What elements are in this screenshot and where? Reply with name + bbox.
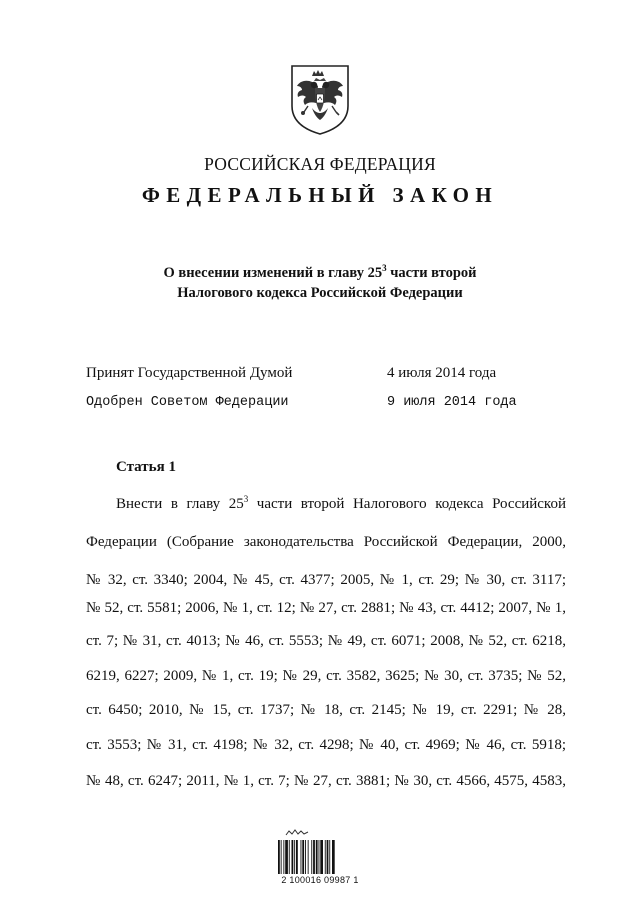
duma-adoption-label: Принят Государственной Думой: [86, 365, 293, 381]
article-text-line: ст. 3553; № 31, ст. 4198; № 32, ст. 4298; № 40, ст. 4969; № 46, ст. 5918;: [86, 737, 566, 753]
subject-superscript: 3: [382, 263, 387, 273]
barcode-icon: [278, 840, 362, 874]
article-text-line: 6219, 6227; 2009, № 1, ст. 19; № 29, ст. 3582, 3625; № 30, ст. 3735; № 52,: [86, 668, 566, 684]
law-subject-line-1: [0, 265, 640, 282]
stamp-mark-icon: [285, 829, 309, 836]
article-superscript: 3: [243, 494, 249, 504]
article-text-line: № 48, ст. 6247; 2011, № 1, ст. 7; № 27, ст. 3881; № 30, ст. 4566, 4575, 4583,: [86, 773, 566, 789]
article-text: Внести в главу 25: [116, 496, 244, 512]
subject-text: О внесении изменений в главу 25: [163, 265, 383, 281]
article-text-line: [116, 494, 566, 514]
country-name: РОССИЙСКАЯ ФЕДЕРАЦИЯ: [204, 154, 436, 174]
article-text-line: № 32, ст. 3340; 2004, № 45, ст. 4377; 2005, № 1, ст. 29; № 30, ст. 3117;: [86, 572, 566, 588]
council-approval-date: 9 июля 2014 года: [387, 395, 517, 410]
law-subject-line-2: Налогового кодекса Российской Федерации: [177, 285, 463, 301]
article-heading: Статья 1: [116, 459, 176, 475]
article-text-line: ст. 7; № 31, ст. 4013; № 46, ст. 5553; № 49, ст. 6071; 2008, № 52, ст. 6218,: [86, 633, 566, 649]
coat-of-arms-icon: [288, 62, 352, 136]
article-text: части второй Налогового кодекса Российской: [248, 496, 566, 512]
article-text-line: № 52, ст. 5581; 2006, № 1, ст. 12; № 27, ст. 2881; № 43, ст. 4412; 2007, № 1,: [86, 600, 566, 616]
duma-adoption-date: 4 июля 2014 года: [387, 365, 497, 381]
subject-text: части второй: [386, 265, 477, 281]
council-approval-label: Одобрен Советом Федерации: [86, 395, 289, 410]
document-type-title: ФЕДЕРАЛЬНЫЙ ЗАКОН: [141, 183, 499, 207]
article-text-line: Федерации (Собрание законодательства Российской Федерации, 2000,: [86, 534, 566, 550]
barcode-number: 2 100016 09987 1: [281, 875, 359, 885]
article-text-line: ст. 6450; 2010, № 15, ст. 1737; № 18, ст. 2145; № 19, ст. 2291; № 28,: [86, 702, 566, 718]
